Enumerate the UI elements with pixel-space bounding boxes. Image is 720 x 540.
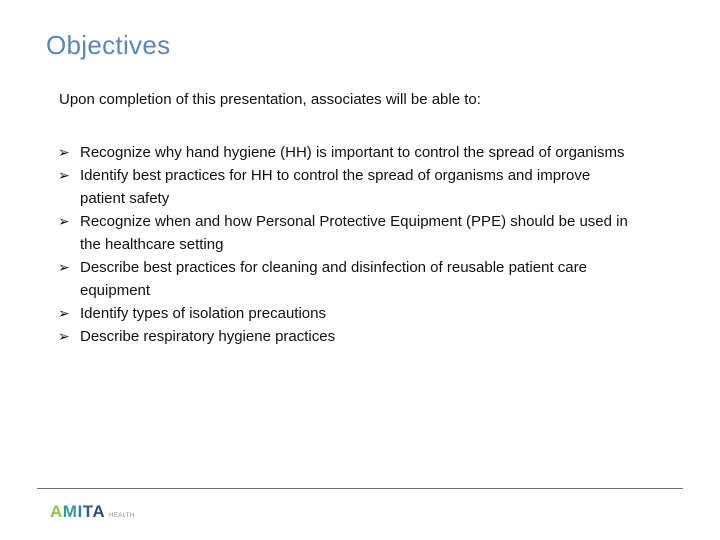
logo-wordmark: AMITA <box>50 502 106 521</box>
objective-text: Recognize when and how Personal Protective Equipment (PPE) should be used in the healthcare setting <box>80 213 628 253</box>
objectives-list <box>58 141 638 348</box>
slide-title: Objectives <box>46 30 171 60</box>
footer-divider <box>37 488 683 489</box>
list-item <box>58 256 638 302</box>
amita-health-logo <box>50 503 135 521</box>
arrow-bullet-icon: ➢ <box>58 213 70 229</box>
arrow-bullet-icon: ➢ <box>58 259 70 275</box>
list-item <box>58 210 638 256</box>
list-item <box>58 325 638 348</box>
objective-text: Recognize why hand hygiene (HH) is important to control the spread of organisms <box>80 144 625 161</box>
intro-text: Upon completion of this presentation, associates will be able to: <box>59 91 481 108</box>
list-item <box>58 164 638 210</box>
objective-text: Identify types of isolation precautions <box>80 305 326 322</box>
objective-text: Identify best practices for HH to control the spread of organisms and improve patient safety <box>80 167 591 207</box>
list-item <box>58 302 638 325</box>
arrow-bullet-icon: ➢ <box>58 167 70 183</box>
arrow-bullet-icon: ➢ <box>58 328 70 344</box>
objective-text: Describe best practices for cleaning and disinfection of reusable patient care equipment <box>80 259 587 299</box>
list-item <box>58 141 638 164</box>
logo-subtitle: HEALTH <box>109 513 135 519</box>
arrow-bullet-icon: ➢ <box>58 305 70 321</box>
arrow-bullet-icon: ➢ <box>58 144 70 160</box>
objective-text: Describe respiratory hygiene practices <box>80 328 336 345</box>
